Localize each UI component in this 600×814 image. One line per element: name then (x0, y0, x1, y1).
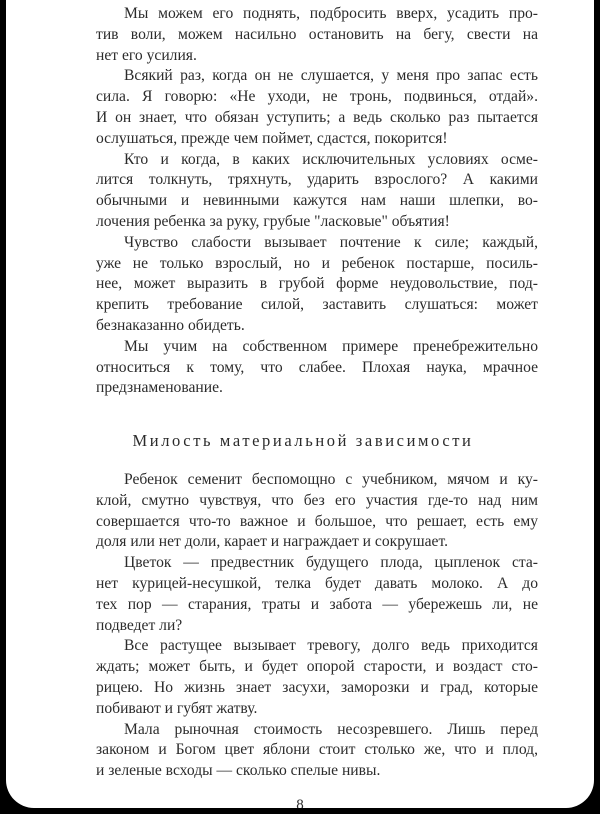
paragraph (68, 470, 538, 553)
text-line: Мы учим на собственном примере пренебрежительно (124, 337, 538, 355)
text-line: нет курицей-несушкой, телка будет давать молоко. А до (96, 574, 538, 592)
text-line: законом и Богом цвет яблони стоит столько же, что и плод, (96, 741, 538, 759)
text-line: тив воли, можем насильно остановить на бегу, свести на (96, 25, 538, 43)
text-line: Чувство слабости вызывает почтение к силе; каждый, (124, 233, 538, 251)
text-line: уже не только взрослый, но и ребенок постарше, посиль- (96, 254, 538, 272)
text-line: предзнаменование. (96, 379, 223, 397)
text-line: сила. Я говорю: «Не уходи, не тронь, подвинься, отдай». (96, 88, 538, 106)
text-line: и зеленые всходы — сколько спелые нивы. (96, 762, 381, 780)
text-line: тех пор — старания, траты и забота — убережешь ли, не (96, 595, 538, 613)
text-line: доля или нет доли, карает и награждает и сокрушает. (96, 533, 448, 551)
text-line: рицею. Но жизнь знает засухи, заморозки и град, которые (96, 678, 538, 696)
paragraph (68, 553, 538, 636)
text-line: Цветок — предвестник будущего плода, цыпленок ста- (124, 554, 538, 572)
text-line: лится толкнуть, тряхнуть, ударить взрослого? А какими (96, 171, 538, 189)
section-text-block (68, 470, 538, 782)
text-line: нет его усилия. (96, 46, 197, 64)
text-line: И он знает, что обязан уступить; а ведь сколько раз пытается (96, 108, 538, 126)
text-line: крепить требование силой, заставить слушаться: может (96, 296, 538, 314)
text-line: ослушаться, прежде чем поймет, сдастся, покорится! (96, 129, 448, 147)
paragraph (68, 720, 538, 782)
text-line: клой, смутно чувствуя, что без его участия где-то над ним (96, 491, 538, 509)
book-page (6, 0, 594, 808)
paragraph (68, 636, 538, 719)
text-line: безнаказанно обидеть. (96, 316, 245, 334)
text-line: Кто и когда, в каких исключительных условиях осме- (124, 150, 538, 168)
text-line: подведет ли? (96, 616, 183, 634)
paragraph (68, 233, 538, 337)
text-line: лочения ребенка за руку, грубые "ласковые" объятия! (96, 212, 450, 230)
text-line: побивают и губят жатву. (96, 699, 258, 717)
text-line: Всякий раз, когда он не слушается, у меня про запас есть (124, 67, 538, 85)
text-line: Мала рыночная стоимость несозревшего. Лишь перед (124, 720, 538, 738)
text-line: относиться к тому, что слабее. Плохая наука, мрачное (96, 358, 538, 376)
top-text-block (68, 4, 538, 399)
paragraph (68, 337, 538, 399)
paragraph (68, 66, 538, 149)
section-heading: Милость материальной зависимости (132, 431, 474, 451)
text-line: совершается что-то важное и большое, что решает, есть ему (96, 512, 538, 530)
paragraph (68, 150, 538, 233)
text-line: обычными и невинными кажутся нам наши шлепки, во- (96, 192, 538, 210)
paragraph (68, 4, 538, 66)
text-line: Все растущее вызывает тревогу, долго ведь приходится (124, 637, 538, 655)
page-content (68, 4, 538, 782)
page-number: 8 (296, 797, 304, 808)
text-line: ждать; может быть, и будет опорой старости, и воздаст сто- (96, 658, 538, 676)
text-line: нее, может выразить в грубой форме неудовольствие, под- (96, 275, 538, 293)
text-line: Ребенок семенит беспомощно с учебником, мячом и ку- (124, 470, 538, 488)
text-line: Мы можем его поднять, подбросить вверх, усадить про- (124, 5, 538, 22)
